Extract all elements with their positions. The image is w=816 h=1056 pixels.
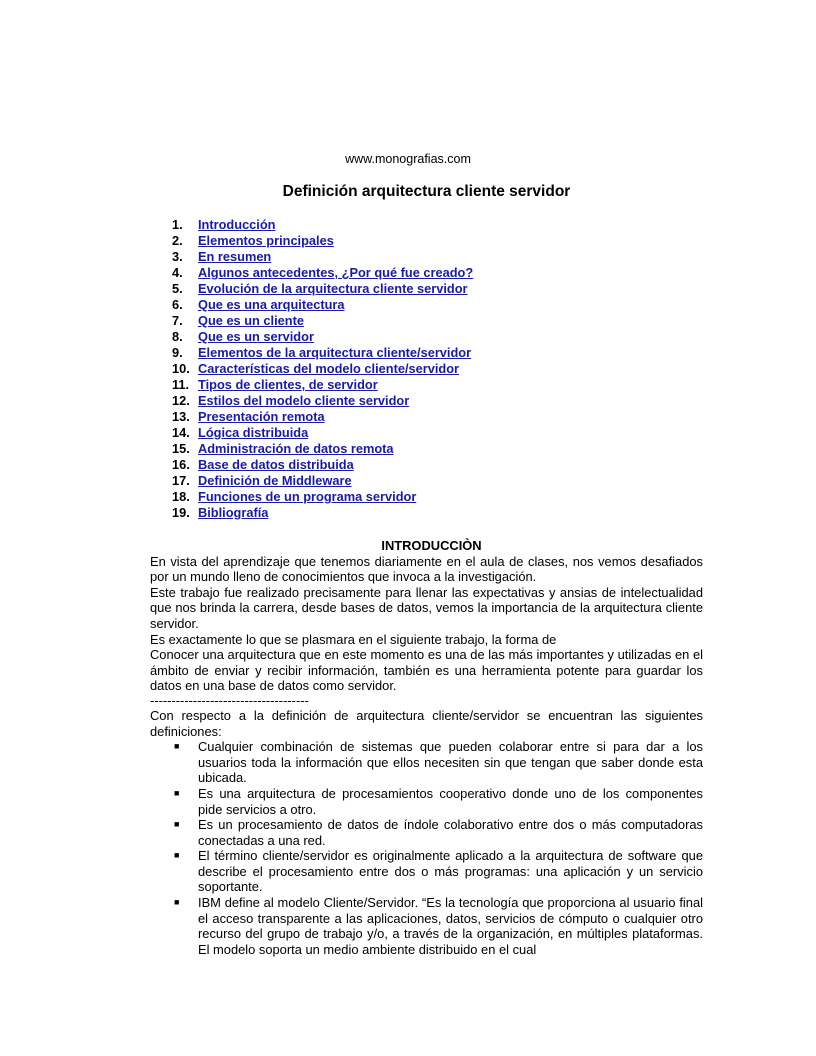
toc-item <box>172 329 473 345</box>
list-item <box>150 817 703 848</box>
toc-item <box>172 297 473 313</box>
toc-number: 11. <box>172 377 190 392</box>
square-bullet-icon: ■ <box>174 897 180 908</box>
toc-link[interactable]: Tipos de clientes, de servidor <box>198 377 378 392</box>
section-heading: INTRODUCCIÒN <box>381 538 482 553</box>
toc-number: 13. <box>172 409 190 424</box>
list-item-text: IBM define al modelo Cliente/Servidor. “Es la tecnología que proporciona al usuario final el acceso transparente a las aplicaciones, datos, servicios de cómputo o cualquier otro recurso del grupo de trabajo y/o, a través de la organización, en múltiples plataformas. El modelo soporta un medio ambiente distribuido en el cual <box>198 895 703 957</box>
toc-item <box>172 393 473 409</box>
toc-link[interactable]: En resumen <box>198 249 272 264</box>
toc-number: 9. <box>172 345 183 360</box>
toc-link[interactable]: Que es un servidor <box>198 329 314 344</box>
toc-item <box>172 473 473 489</box>
toc-number: 18. <box>172 489 190 504</box>
toc-link[interactable]: Bibliografía <box>198 505 269 520</box>
toc-item <box>172 489 473 505</box>
toc-link[interactable]: Elementos de la arquitectura cliente/servidor <box>198 345 472 360</box>
toc-item <box>172 281 473 297</box>
toc-number: 10. <box>172 361 190 376</box>
paragraph: Es exactamente lo que se plasmara en el siguiente trabajo, la forma de <box>150 631 557 647</box>
toc-link[interactable]: Presentación remota <box>198 409 325 424</box>
table-of-contents <box>172 217 473 521</box>
paragraph: En vista del aprendizaje que tenemos diariamente en el aula de clases, nos vemos desafiados por un mundo lleno de conocimientos que invoca a la investigación. <box>150 553 703 585</box>
toc-number: 19. <box>172 505 190 520</box>
toc-item <box>172 377 473 393</box>
toc-link[interactable]: Base de datos distribuida <box>198 457 354 472</box>
toc-number: 5. <box>172 281 183 296</box>
toc-number: 7. <box>172 313 183 328</box>
toc-item <box>172 457 473 473</box>
toc-number: 15. <box>172 441 190 456</box>
toc-link[interactable]: Que es un cliente <box>198 313 304 328</box>
toc-link[interactable]: Evolución de la arquitectura cliente servidor <box>198 281 468 296</box>
toc-item <box>172 409 473 425</box>
toc-number: 12. <box>172 393 190 408</box>
separator-line: ------------------------------------- <box>150 693 309 708</box>
toc-link[interactable]: Funciones de un programa servidor <box>198 489 417 504</box>
toc-link[interactable]: Que es una arquitectura <box>198 297 345 312</box>
definitions-lead: Con respecto a la definición de arquitectura cliente/servidor se encuentran las siguientes definiciones: <box>150 707 703 739</box>
toc-item <box>172 233 473 249</box>
toc-item <box>172 425 473 441</box>
document-body <box>150 538 703 957</box>
toc-item <box>172 441 473 457</box>
toc-link[interactable]: Estilos del modelo cliente servidor <box>198 393 410 408</box>
toc-item <box>172 313 473 329</box>
toc-number: 8. <box>172 329 183 344</box>
toc-number: 2. <box>172 233 183 248</box>
toc-number: 16. <box>172 457 190 472</box>
toc-item <box>172 249 473 265</box>
toc-link[interactable]: Elementos principales <box>198 233 334 248</box>
list-item <box>150 786 703 817</box>
square-bullet-icon: ■ <box>174 741 180 752</box>
toc-item <box>172 505 473 521</box>
site-url: www.monografias.com <box>345 152 471 166</box>
toc-number: 4. <box>172 265 183 280</box>
toc-number: 1. <box>172 217 183 232</box>
toc-item <box>172 345 473 361</box>
toc-link[interactable]: Administración de datos remota <box>198 441 394 456</box>
list-item-text: El término cliente/servidor es originalmente aplicado a la arquitectura de software que describe el procesamiento entre dos o más programas: una aplicación y un servicio soportante. <box>198 848 703 895</box>
square-bullet-icon: ■ <box>174 787 180 798</box>
toc-number: 6. <box>172 297 183 312</box>
list-item <box>150 848 703 895</box>
list-item <box>150 895 703 957</box>
square-bullet-icon: ■ <box>174 819 180 830</box>
toc-link[interactable]: Algunos antecedentes, ¿Por qué fue creado? <box>198 265 474 280</box>
toc-item <box>172 361 473 377</box>
list-item-text: Cualquier combinación de sistemas que pueden colaborar entre si para dar a los usuarios toda la información que ellos necesiten sin que tengan que saber donde esta ubicada. <box>198 739 703 786</box>
toc-link[interactable]: Definición de Middleware <box>198 473 352 488</box>
list-item-text: Es una arquitectura de procesamientos cooperativo donde uno de los componentes pide servicios a otro. <box>198 785 703 817</box>
square-bullet-icon: ■ <box>174 850 180 861</box>
toc-item <box>172 265 473 281</box>
toc-number: 14. <box>172 425 190 440</box>
list-item <box>150 739 703 786</box>
toc-link[interactable]: Características del modelo cliente/servidor <box>198 361 460 376</box>
paragraph: Este trabajo fue realizado precisamente para llenar las expectativas y ansias de intelectualidad que nos brinda la carrera, desde bases de datos, vemos la importancia de la arquitectura cliente servidor. <box>150 584 703 631</box>
toc-number: 17. <box>172 473 190 488</box>
toc-number: 3. <box>172 249 183 264</box>
paragraph: Conocer una arquitectura que en este momento es una de las más importantes y utilizadas en el ámbito de enviar y recibir información, también es una herramienta potente para guardar los datos en una base de datos como servidor. <box>150 647 703 694</box>
list-item-text: Es un procesamiento de datos de índole colaborativo entre dos o más computadoras conectadas a una red. <box>198 817 703 848</box>
page-title: Definición arquitectura cliente servidor <box>282 183 571 200</box>
toc-item <box>172 217 473 233</box>
definitions-list <box>150 739 703 957</box>
toc-link[interactable]: Lógica distribuida <box>198 425 309 440</box>
toc-link[interactable]: Introducción <box>198 217 276 232</box>
